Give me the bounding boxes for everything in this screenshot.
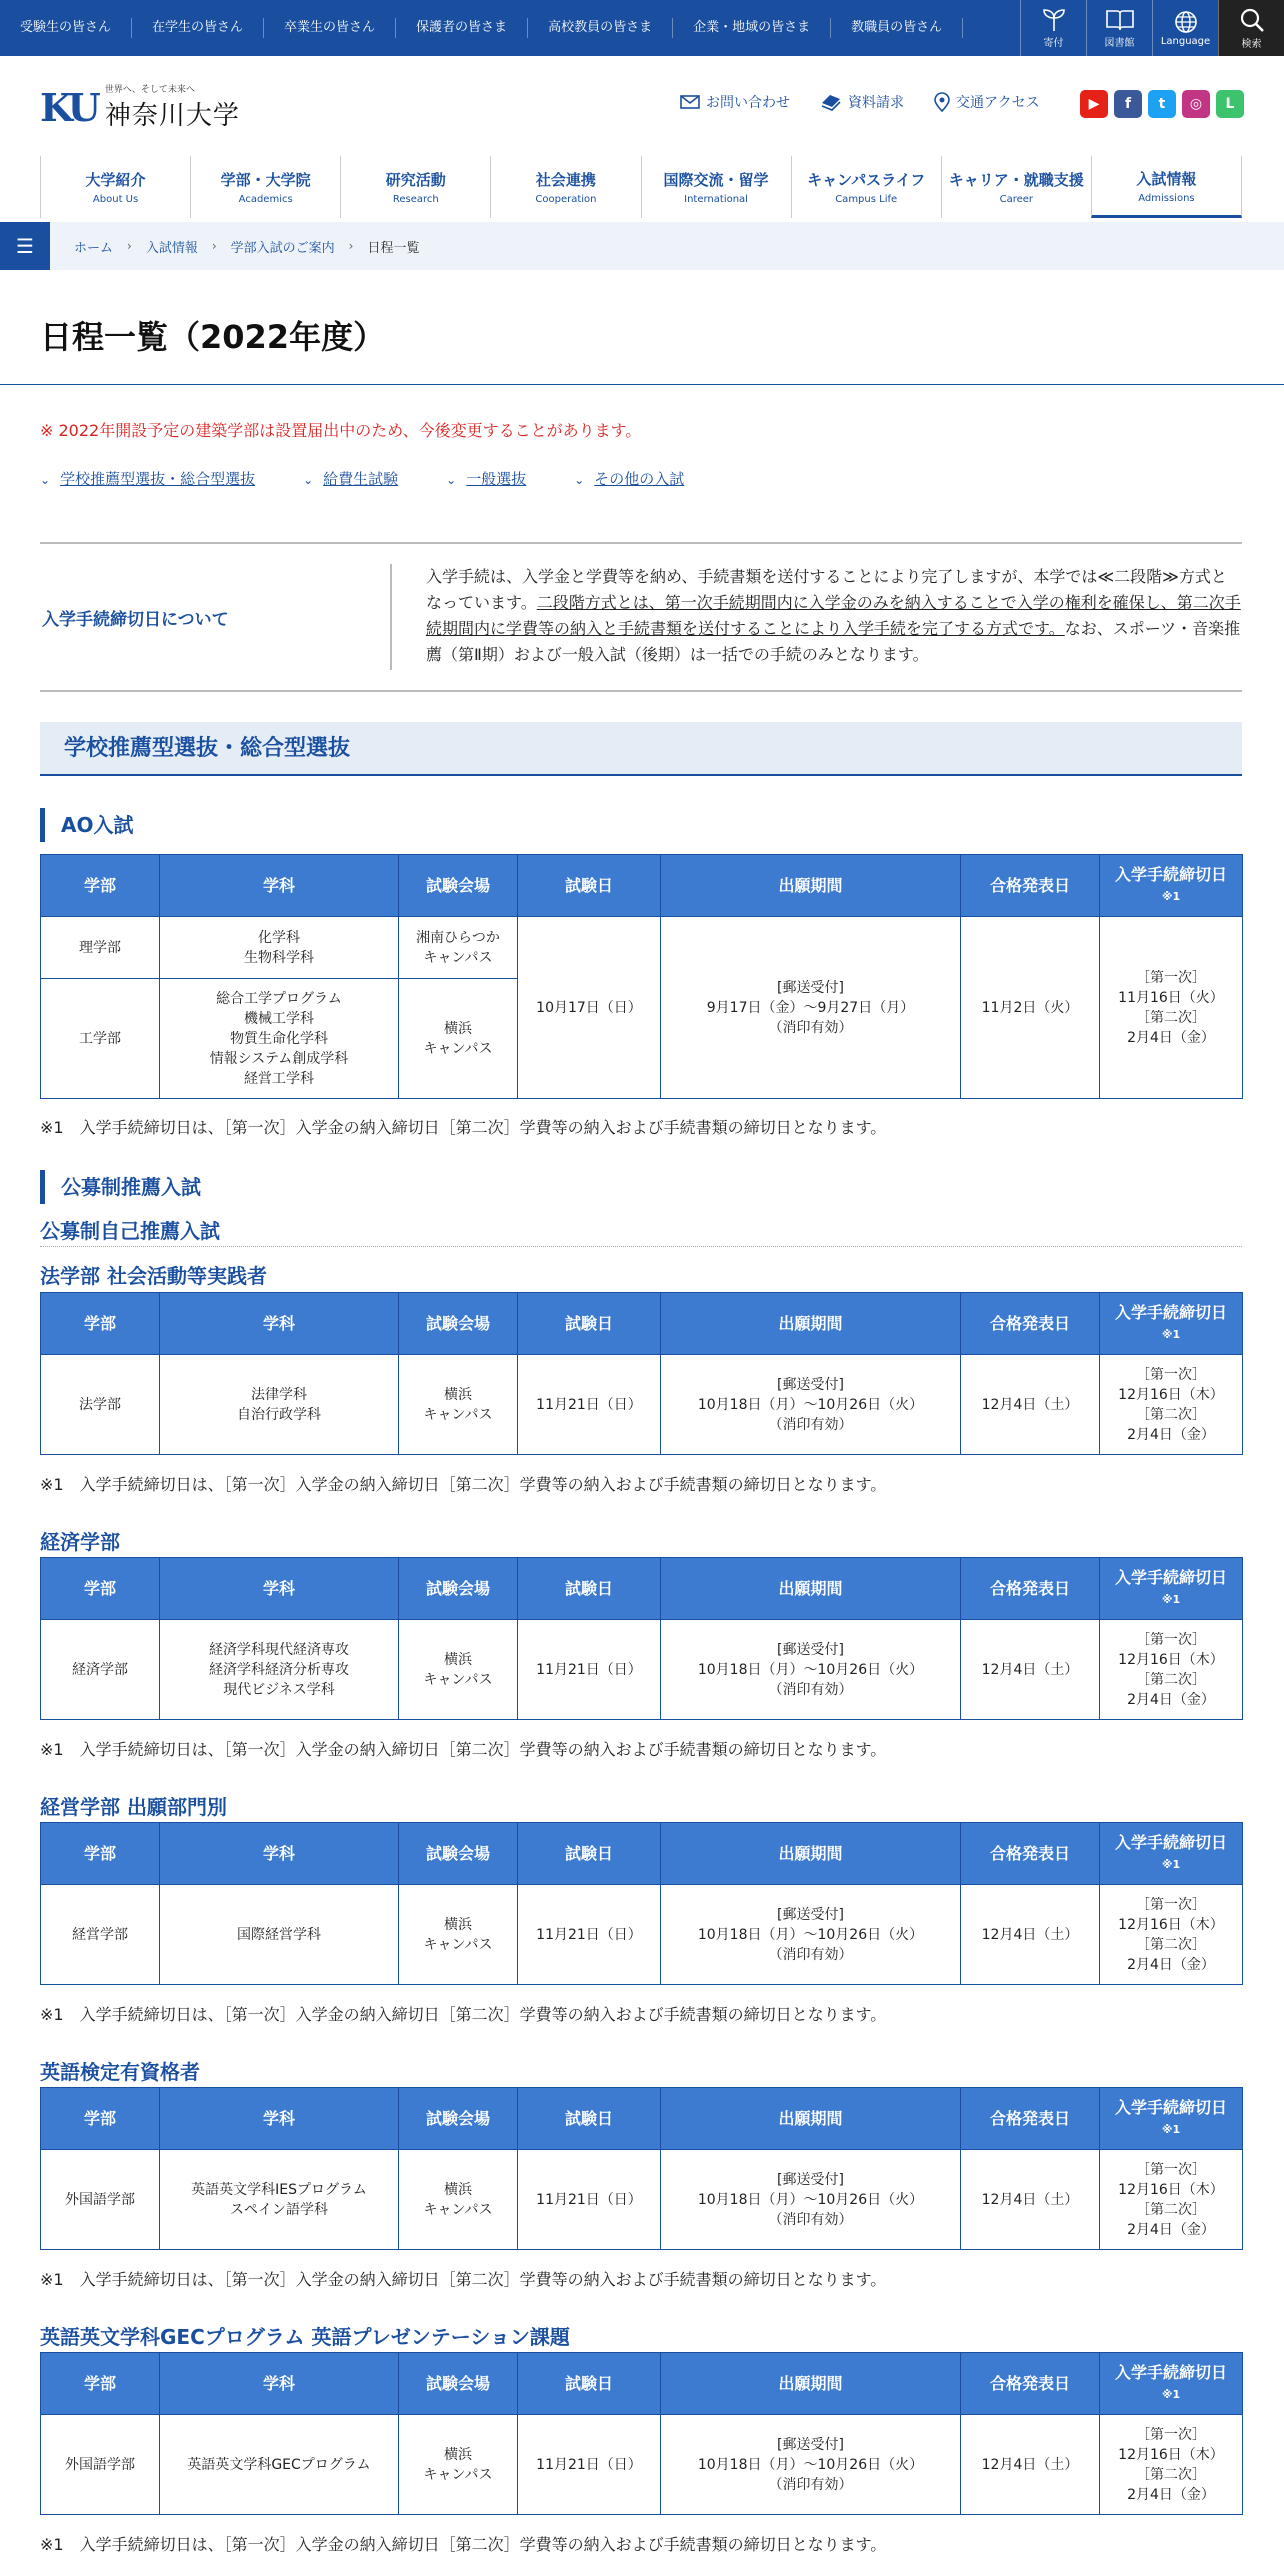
- gnav-sublabel: Academics: [238, 194, 293, 205]
- public-subheading: 公募制自己推薦入試: [40, 1219, 220, 1243]
- th-faculty: 学部: [41, 2353, 160, 2415]
- logo-mark: KU: [40, 84, 97, 130]
- cell-deadline: ［第一次］ 12月16日（木） ［第二次］ 2月4日（金）: [1100, 1620, 1243, 1720]
- breadcrumb-admissions[interactable]: 入試情報: [145, 240, 198, 256]
- footnote: ※1 入学手続締切日は、［第一次］入学金の納入締切日［第二次］学費等の納入および手続書類の締切日となります。: [40, 2270, 887, 2289]
- cell-period: [郵送受付] 10月18日（月）～10月26日（火） （消印有効）: [661, 2415, 961, 2515]
- economics-heading: 経済学部: [40, 1530, 120, 1554]
- th-result: 合格発表日: [961, 1293, 1100, 1355]
- brochure-icon: [820, 93, 842, 111]
- facebook-icon[interactable]: f: [1114, 90, 1142, 118]
- library-label: 図書館: [1104, 37, 1135, 49]
- cell-result: 12月4日（土）: [961, 1885, 1100, 1985]
- footnote: ※1 入学手続締切日は、［第一次］入学金の納入締切日［第二次］学費等の納入および手続書類の締切日となります。: [40, 1740, 887, 1759]
- audience-link-teachers[interactable]: 高校教員の皆さま: [528, 18, 673, 38]
- anchor-scholarship[interactable]: [303, 468, 398, 489]
- th-faculty: 学部: [41, 2088, 160, 2150]
- table-row: [41, 1355, 1243, 1455]
- deadline-text-1: 入学手続は、入学金と学費等を納め、手続書類を送付することにより完了しますが、本学では≪二段階≫方式となっています。: [426, 567, 1227, 612]
- cell-period: [郵送受付] 9月17日（金）～9月27日（月） （消印有効）: [661, 917, 961, 1099]
- cell-dept: 英語英文学科GECプログラム: [160, 2415, 399, 2515]
- gnav-sublabel: Cooperation: [535, 194, 597, 205]
- deadline-text-underlined: 二段階方式とは、第一次手続期間内に入学金のみを納入することで入学の権利を確保し、第二次手続期間内に学費等の納入と手続書類を送付することにより入学手続を完了する方式です。: [426, 593, 1241, 638]
- th-faculty: 学部: [41, 1823, 160, 1885]
- sprout-icon: [1041, 8, 1067, 32]
- cell-venue: 横浜 キャンパス: [399, 1885, 518, 1985]
- gnav-international[interactable]: [641, 156, 791, 218]
- top-bar: [0, 0, 1284, 56]
- th-venue: 試験会場: [399, 2088, 518, 2150]
- cell-deadline: ［第一次］ 11月16日（火） ［第二次］ 2月4日（金）: [1100, 917, 1243, 1099]
- th-period: 出願期間: [661, 855, 961, 917]
- th-deadline-mark: ※1: [1161, 2122, 1181, 2136]
- anchor-label: 給費生試験: [323, 470, 399, 488]
- cell-dept: 総合工学プログラム 機械工学科 物質生命化学科 情報システム創成学科 経営工学科: [160, 979, 399, 1099]
- th-result: 合格発表日: [961, 1558, 1100, 1620]
- th-deadline-label: 入学手続締切日: [1114, 1302, 1227, 1322]
- th-deadline-mark: ※1: [1161, 1592, 1181, 1606]
- cell-faculty: 理学部: [41, 917, 160, 979]
- cell-venue: 横浜 キャンパス: [399, 1355, 518, 1455]
- cell-result: 11月2日（火）: [961, 917, 1100, 1099]
- chevron-right-icon: ›: [127, 239, 132, 253]
- th-deadline-label: 入学手続締切日: [1114, 2362, 1227, 2382]
- chevron-down-icon: ⌄: [446, 473, 457, 487]
- th-faculty: 学部: [41, 1293, 160, 1355]
- language-label: Language: [1160, 35, 1211, 47]
- access-label: 交通アクセス: [956, 95, 1040, 111]
- notice-text: ※ 2022年開設予定の建築学部は設置届出中のため、今後変更することがあります。: [40, 421, 642, 440]
- cell-date: 10月17日（日）: [518, 917, 661, 1099]
- th-deadline-mark: ※1: [1161, 2387, 1181, 2401]
- cell-period: [郵送受付] 10月18日（月）～10月26日（火） （消印有効）: [661, 1620, 961, 1720]
- th-dept: 学科: [160, 2353, 399, 2415]
- chevron-right-icon: ›: [211, 239, 217, 253]
- audience-nav: [0, 0, 1020, 56]
- deadline-text-2: なお、スポーツ・音楽推薦（第Ⅱ期）および一般入試（後期）は一括での手続のみとなります。: [426, 619, 1241, 664]
- economics-schedule-table: [40, 1557, 1243, 1720]
- table-row: [41, 1620, 1243, 1720]
- th-deadline-label: 入学手続締切日: [1114, 2097, 1227, 2117]
- th-date: 試験日: [518, 855, 661, 917]
- cell-venue: 湘南ひらつか キャンパス: [399, 917, 518, 979]
- gnav-sublabel: About Us: [92, 194, 139, 205]
- law-schedule-table: [40, 1292, 1243, 1455]
- youtube-icon[interactable]: ▶: [1080, 90, 1108, 118]
- breadcrumb-current: 日程一覧: [367, 240, 420, 256]
- instagram-icon[interactable]: ◎: [1182, 90, 1210, 118]
- ao-schedule-table: [40, 854, 1243, 1099]
- table-row: [41, 2415, 1243, 2515]
- th-deadline-mark: ※1: [1161, 1327, 1181, 1341]
- table-header-row: [41, 855, 1243, 917]
- th-faculty: 学部: [41, 855, 160, 917]
- th-deadline-label: 入学手続締切日: [1114, 1567, 1227, 1587]
- th-date: 試験日: [518, 1823, 661, 1885]
- deadline-info: [40, 542, 1242, 692]
- cell-venue: 横浜 キャンパス: [399, 2415, 518, 2515]
- cell-deadline: ［第一次］ 12月16日（木） ［第二次］ 2月4日（金）: [1100, 2150, 1243, 2250]
- access-link[interactable]: [934, 92, 1040, 112]
- gnav-about[interactable]: [40, 156, 190, 218]
- gnav-label: 入試情報: [1136, 169, 1197, 188]
- th-dept: 学科: [160, 1823, 399, 1885]
- cell-dept: 経済学科現代経済専攻 経済学科経済分析専攻 現代ビジネス学科: [160, 1620, 399, 1720]
- mail-icon: [680, 94, 700, 110]
- anchor-general[interactable]: [446, 468, 526, 489]
- audience-link-parents[interactable]: 保護者の皆さま: [396, 18, 528, 38]
- contact-link[interactable]: [680, 92, 790, 112]
- social-links: [1080, 90, 1244, 118]
- th-deadline: [1100, 1293, 1243, 1355]
- gnav-label: 大学紹介: [85, 171, 146, 189]
- cell-date: 11月21日（日）: [518, 1885, 661, 1985]
- business-heading: 経営学部 出願部門別: [40, 1795, 227, 1819]
- th-deadline-mark: ※1: [1161, 889, 1181, 903]
- th-date: 試験日: [518, 2088, 661, 2150]
- audience-link-alumni[interactable]: 卒業生の皆さん: [264, 18, 396, 38]
- th-dept: 学科: [160, 1558, 399, 1620]
- th-deadline: [1100, 1823, 1243, 1885]
- breadcrumb-home[interactable]: ホーム: [74, 240, 114, 256]
- th-deadline: [1100, 855, 1243, 917]
- gec-heading: 英語英文学科GECプログラム 英語プレゼンテーション課題: [40, 2325, 570, 2349]
- cell-venue: 横浜 キャンパス: [399, 2150, 518, 2250]
- chevron-right-icon: ›: [348, 239, 354, 253]
- cell-deadline: ［第一次］ 12月16日（木） ［第二次］ 2月4日（金）: [1100, 1355, 1243, 1455]
- footnote: ※1 入学手続締切日は、［第一次］入学金の納入締切日［第二次］学費等の納入および手続書類の締切日となります。: [40, 2005, 887, 2024]
- search-label: 検索: [1241, 38, 1262, 50]
- breadcrumb-undergrad[interactable]: 学部入試のご案内: [230, 240, 335, 256]
- anchor-label: その他の入試: [594, 470, 685, 488]
- th-dept: 学科: [160, 2088, 399, 2150]
- th-result: 合格発表日: [961, 855, 1100, 917]
- dotted-divider: [40, 1246, 1242, 1247]
- chevron-down-icon: ⌄: [574, 473, 585, 487]
- gnav-label: 社会連携: [535, 171, 596, 189]
- library-button[interactable]: [1086, 0, 1152, 56]
- contact-label: お問い合わせ: [706, 95, 790, 111]
- th-result: 合格発表日: [961, 2088, 1100, 2150]
- th-venue: 試験会場: [399, 1558, 518, 1620]
- utility-icons: [1020, 0, 1284, 56]
- gnav-label: キャリア・就職支援: [948, 171, 1084, 189]
- book-icon: [1105, 8, 1135, 32]
- cell-result: 12月4日（土）: [961, 1355, 1100, 1455]
- table-header-row: [41, 1823, 1243, 1885]
- table-row: [41, 2150, 1243, 2250]
- th-deadline: [1100, 2088, 1243, 2150]
- audience-link-companies[interactable]: 企業・地域の皆さま: [673, 18, 831, 38]
- english-cert-heading: 英語検定有資格者: [40, 2060, 200, 2084]
- th-date: 試験日: [518, 2353, 661, 2415]
- th-result: 合格発表日: [961, 2353, 1100, 2415]
- anchor-other[interactable]: [574, 468, 684, 489]
- cell-date: 11月21日（日）: [518, 2415, 661, 2515]
- cell-faculty: 外国語学部: [41, 2150, 160, 2250]
- th-result: 合格発表日: [961, 1823, 1100, 1885]
- page-title: 日程一覧（2022年度）: [40, 318, 386, 356]
- th-venue: 試験会場: [399, 1823, 518, 1885]
- th-date: 試験日: [518, 1558, 661, 1620]
- cell-faculty: 工学部: [41, 979, 160, 1099]
- th-deadline: [1100, 2353, 1243, 2415]
- th-deadline-mark: ※1: [1161, 1857, 1181, 1871]
- gnav-label: キャンパスライフ: [807, 171, 926, 189]
- cell-faculty: 法学部: [41, 1355, 160, 1455]
- anchor-label: 学校推薦型選抜・総合型選抜: [60, 470, 256, 488]
- cell-dept: 英語英文学科IESプログラム スペイン語学科: [160, 2150, 399, 2250]
- ao-heading: AO入試: [40, 808, 133, 842]
- gnav-career[interactable]: [941, 156, 1091, 218]
- side-menu-button[interactable]: [0, 222, 50, 270]
- english-cert-schedule-table: [40, 2087, 1243, 2250]
- anchor-label: 一般選抜: [466, 470, 527, 488]
- cell-dept: 国際経営学科: [160, 1885, 399, 1985]
- list-icon: ☰: [16, 234, 34, 258]
- cell-result: 12月4日（土）: [961, 1620, 1100, 1720]
- audience-link-students[interactable]: 在学生の皆さん: [132, 18, 264, 38]
- table-row: [41, 917, 1243, 979]
- language-button[interactable]: [1152, 0, 1218, 56]
- gnav-label: 国際交流・留学: [663, 171, 769, 189]
- cell-result: 12月4日（土）: [961, 2415, 1100, 2515]
- gnav-sublabel: Admissions: [1138, 192, 1195, 204]
- donate-button[interactable]: [1020, 0, 1086, 56]
- cell-faculty: 外国語学部: [41, 2415, 160, 2515]
- deadline-label: 入学手続締切日について: [42, 609, 229, 630]
- th-venue: 試験会場: [399, 1293, 518, 1355]
- footnote: ※1 入学手続締切日は、［第一次］入学金の納入締切日［第二次］学費等の納入および手続書類の締切日となります。: [40, 1475, 887, 1494]
- th-venue: 試験会場: [399, 2353, 518, 2415]
- logo-name: 神奈川大学: [104, 101, 240, 131]
- line-icon[interactable]: L: [1216, 90, 1244, 118]
- site-logo[interactable]: [40, 82, 240, 132]
- gnav-label: 学部・大学院: [220, 171, 311, 189]
- gnav-campus-life[interactable]: [791, 156, 941, 218]
- header-links: [680, 92, 1040, 112]
- business-schedule-table: [40, 1822, 1243, 1985]
- donate-label: 寄付: [1043, 37, 1064, 49]
- global-nav: [40, 156, 1242, 218]
- th-faculty: 学部: [41, 1558, 160, 1620]
- globe-icon: [1174, 10, 1198, 34]
- search-icon: [1239, 7, 1265, 33]
- gec-schedule-table: [40, 2352, 1243, 2515]
- request-link[interactable]: [820, 92, 904, 112]
- th-dept: 学科: [160, 1293, 399, 1355]
- th-deadline: [1100, 1558, 1243, 1620]
- cell-period: [郵送受付] 10月18日（月）～10月26日（火） （消印有効）: [661, 1355, 961, 1455]
- cell-date: 11月21日（日）: [518, 1620, 661, 1720]
- gnav-academics[interactable]: [190, 156, 340, 218]
- deadline-text: [390, 564, 1242, 670]
- th-dept: 学科: [160, 855, 399, 917]
- audience-link-applicants[interactable]: 受験生の皆さん: [0, 18, 132, 38]
- cell-faculty: 経済学部: [41, 1620, 160, 1720]
- logo-tagline: 世界へ、そして未来へ: [104, 85, 195, 95]
- cell-date: 11月21日（日）: [518, 1355, 661, 1455]
- th-deadline-label: 入学手続締切日: [1114, 864, 1227, 884]
- table-header-row: [41, 2353, 1243, 2415]
- table-header-row: [41, 1293, 1243, 1355]
- gnav-research[interactable]: [340, 156, 490, 218]
- cell-period: [郵送受付] 10月18日（月）～10月26日（火） （消印有効）: [661, 2150, 961, 2250]
- public-heading: 公募制推薦入試: [40, 1170, 201, 1204]
- th-date: 試験日: [518, 1293, 661, 1355]
- gnav-sublabel: International: [684, 194, 748, 205]
- chevron-down-icon: ⌄: [40, 473, 51, 487]
- anchor-links: [40, 468, 684, 489]
- breadcrumb: [0, 222, 1284, 270]
- table-header-row: [41, 1558, 1243, 1620]
- search-button[interactable]: [1218, 0, 1284, 56]
- th-period: 出願期間: [661, 1558, 961, 1620]
- table-header-row: [41, 2088, 1243, 2150]
- cell-faculty: 経営学部: [41, 1885, 160, 1985]
- gnav-sublabel: Campus Life: [835, 194, 898, 205]
- cell-period: [郵送受付] 10月18日（月）～10月26日（火） （消印有効）: [661, 1885, 961, 1985]
- gnav-label: 研究活動: [385, 171, 446, 189]
- gnav-sublabel: Research: [392, 194, 439, 205]
- footnote: ※1 入学手続締切日は、［第一次］入学金の納入締切日［第二次］学費等の納入および手続書類の締切日となります。: [40, 1118, 887, 1137]
- law-heading: 法学部 社会活動等実践者: [40, 1264, 267, 1288]
- cell-dept: 化学科 生物科学科: [160, 917, 399, 979]
- anchor-recommend[interactable]: [40, 468, 255, 489]
- audience-link-staff[interactable]: 教職員の皆さん: [831, 18, 963, 38]
- table-row: [41, 1885, 1243, 1985]
- map-pin-icon: [934, 92, 950, 112]
- cell-deadline: ［第一次］ 12月16日（木） ［第二次］ 2月4日（金）: [1100, 1885, 1243, 1985]
- cell-venue: 横浜 キャンパス: [399, 979, 518, 1099]
- th-period: 出願期間: [661, 1823, 961, 1885]
- chevron-down-icon: ⌄: [303, 473, 314, 487]
- th-period: 出願期間: [661, 2088, 961, 2150]
- cell-venue: 横浜 キャンパス: [399, 1620, 518, 1720]
- gnav-admissions[interactable]: [1091, 156, 1242, 218]
- th-venue: 試験会場: [399, 855, 518, 917]
- th-deadline-label: 入学手続締切日: [1114, 1832, 1227, 1852]
- cell-dept: 法律学科 自治行政学科: [160, 1355, 399, 1455]
- gnav-sublabel: Career: [999, 194, 1034, 205]
- cell-deadline: ［第一次］ 12月16日（木） ［第二次］ 2月4日（金）: [1100, 2415, 1243, 2515]
- cell-date: 11月21日（日）: [518, 2150, 661, 2250]
- section-title: 学校推薦型選抜・総合型選抜: [40, 722, 1242, 776]
- th-period: 出願期間: [661, 2353, 961, 2415]
- footnote: ※1 入学手続締切日は、［第一次］入学金の納入締切日［第二次］学費等の納入および手続書類の締切日となります。: [40, 2535, 887, 2554]
- th-period: 出願期間: [661, 1293, 961, 1355]
- twitter-icon[interactable]: t: [1148, 90, 1176, 118]
- title-divider: [0, 384, 1284, 385]
- request-label: 資料請求: [848, 95, 904, 111]
- gnav-cooperation[interactable]: [490, 156, 640, 218]
- cell-result: 12月4日（土）: [961, 2150, 1100, 2250]
